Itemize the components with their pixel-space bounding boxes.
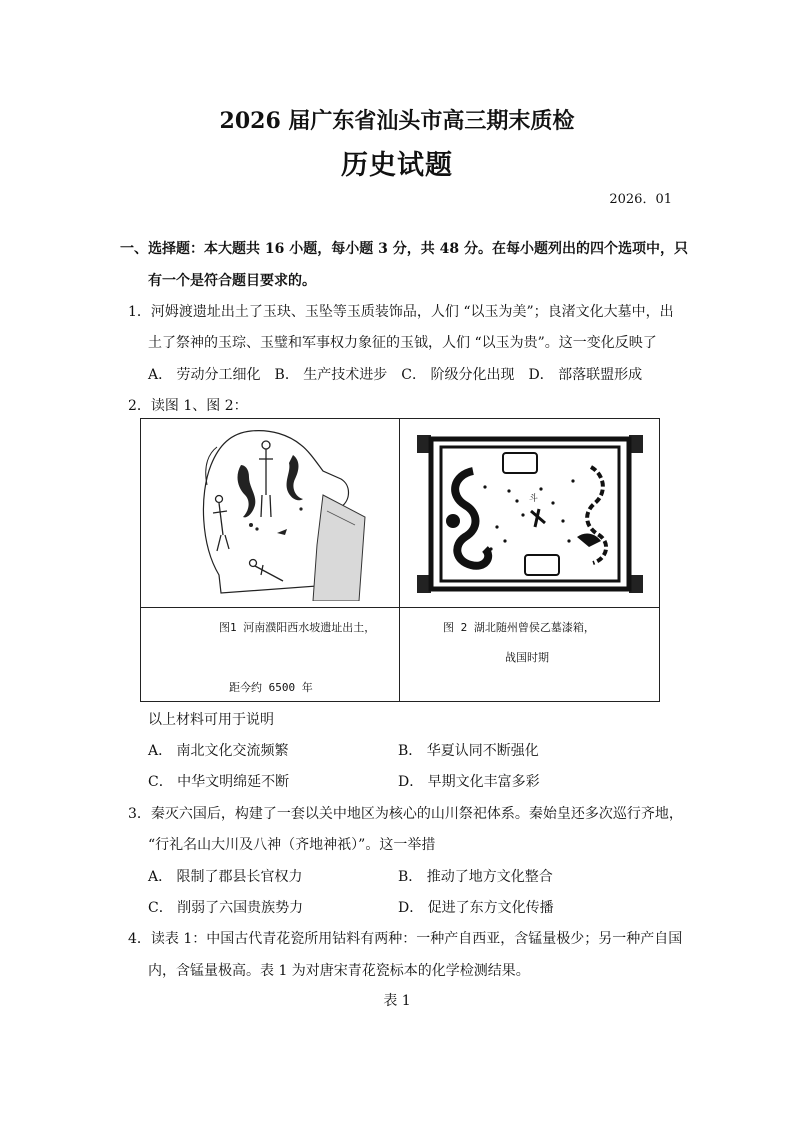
figure1-caption-a: 图1 河南濮阳西水坡遗址出土， xyxy=(219,621,376,634)
q3-stem-line2: “行礼名山大川及八神（齐地神祇）”。这一举措 xyxy=(148,837,436,853)
q1-options: A． 劳动分工细化 B． 生产技术进步 C． 阶级分化出现 D． 部落联盟形成 xyxy=(148,367,643,383)
figure1-tomb-sketch xyxy=(191,425,371,601)
q1-stem-line2: 土了祭神的玉琮、玉璧和军事权力象征的玉钺，人们 “以玉为贵”。这一变化反映了 xyxy=(148,335,657,351)
q2-option-c: C． 中华文明绵延不断 xyxy=(148,774,290,790)
exam-title: 2026 届广东省汕头市高三期末质检 xyxy=(219,108,575,134)
exam-date: 2026．01 xyxy=(609,192,672,207)
q3-option-a: A． 限制了郡县长官权力 xyxy=(148,869,303,885)
q2-option-a: A． 南北文化交流频繁 xyxy=(148,743,289,759)
exam-subject: 历史试题 xyxy=(341,150,453,181)
svg-text:斗: 斗 xyxy=(529,494,539,504)
figure2-lacquer-box xyxy=(413,431,647,597)
figure2-caption-b: 战国时期 xyxy=(505,651,549,664)
q2-lead: 以上材料可用于说明 xyxy=(148,712,274,728)
q3-stem-line1: 3．秦灭六国后，构建了一套以关中地区为核心的山川祭祀体系。秦始皇还多次巡行齐地， xyxy=(128,806,683,822)
q3-option-c: C． 削弱了六国贵族势力 xyxy=(148,900,304,916)
figure-divider-horizontal xyxy=(141,607,659,608)
q2-option-d: D． 早期文化丰富多彩 xyxy=(398,774,540,790)
q3-option-d: D． 促进了东方文化传播 xyxy=(398,900,554,916)
q2-option-b: B． 华夏认同不断强化 xyxy=(398,743,539,759)
section-instruction-line1: 一、选择题：本大题共 16 小题，每小题 3 分，共 48 分。在每小题列出的四个选项中，只 xyxy=(120,241,688,257)
figure1-caption-b: 距今约 6500 年 xyxy=(229,681,313,694)
figure2-caption-a: 图 2 湖北随州曾侯乙墓漆箱， xyxy=(443,621,595,634)
figure-table xyxy=(140,418,660,702)
q4-stem-line2: 内，含锰量极高。表 1 为对唐宋青花瓷标本的化学检测结果。 xyxy=(148,963,530,979)
figure-divider-vertical xyxy=(399,419,400,701)
section-instruction-line2: 有一个是符合题目要求的。 xyxy=(148,273,316,289)
q3-option-b: B． 推动了地方文化整合 xyxy=(398,869,553,885)
q1-stem-line1: 1．河姆渡遗址出土了玉玦、玉坠等玉质装饰品，人们 “以玉为美”；良渚文化大墓中，出 xyxy=(128,304,674,320)
q2-stem: 2．读图 1、图 2： xyxy=(128,398,248,414)
table-caption: 表 1 xyxy=(383,993,411,1009)
q4-stem-line1: 4．读表 1：中国古代青花瓷所用钴料有两种：一种产自西亚，含锰量极少；另一种产自国 xyxy=(128,931,683,947)
